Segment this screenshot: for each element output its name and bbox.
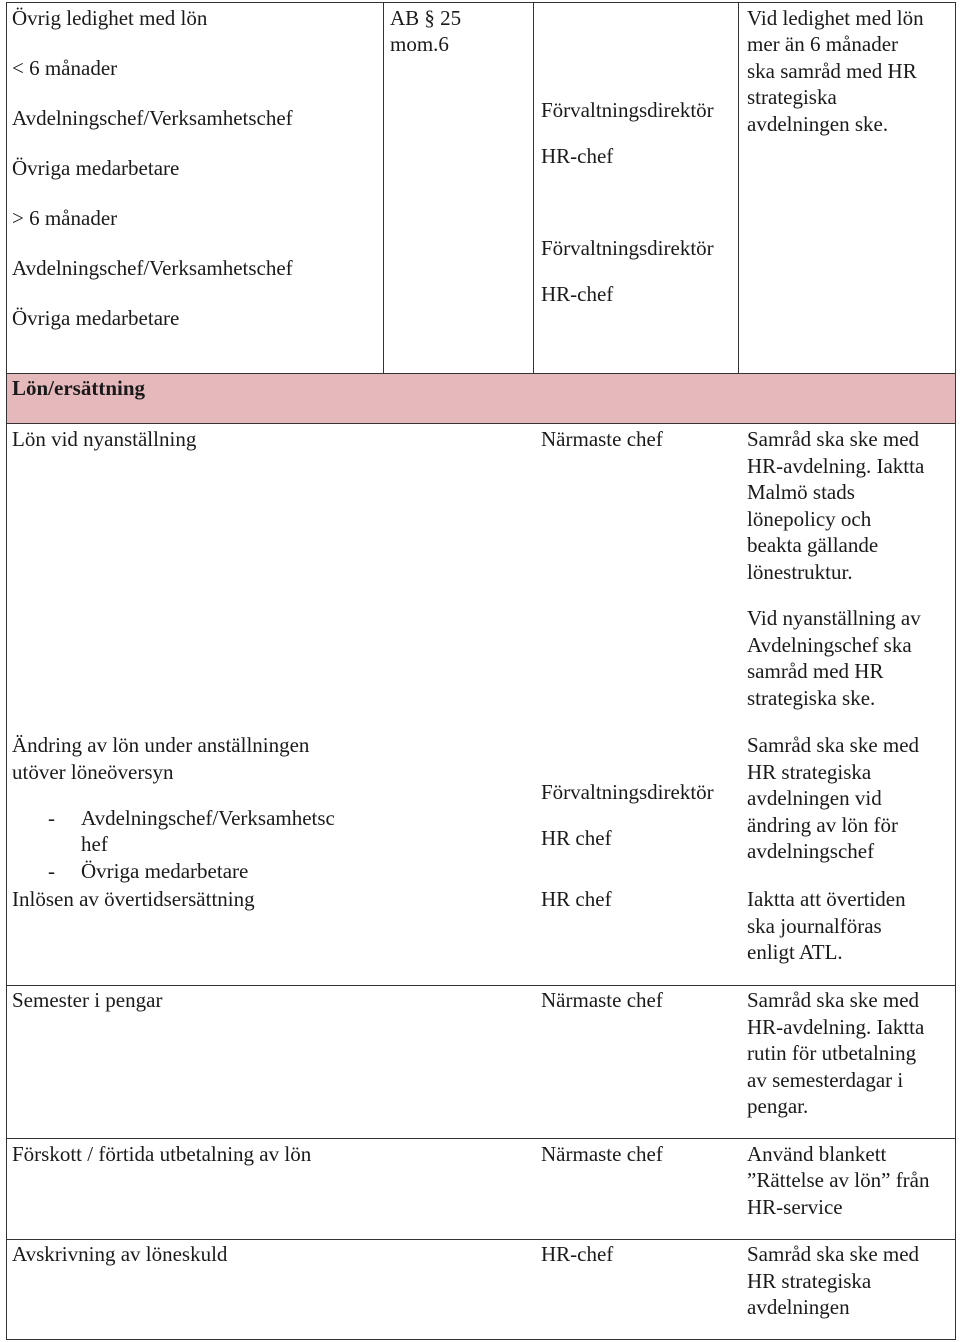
- decision-maker: HR chef: [541, 887, 612, 911]
- comment-line: Iaktta att övertiden: [747, 887, 906, 911]
- comment-line: HR-avdelning. Iaktta: [747, 1015, 925, 1039]
- comment-line: HR strategiska: [747, 1269, 872, 1293]
- comment-line: ska journalföras: [747, 914, 882, 938]
- row-divider: [6, 1138, 956, 1139]
- comment-line: avdelningen vid: [747, 786, 882, 810]
- comment-line: ändring av lön för: [747, 813, 899, 837]
- decision-maker: Närmaste chef: [541, 1142, 663, 1166]
- table-border-bottom: [6, 1339, 956, 1340]
- decision-maker: Förvaltningsdirektör: [541, 780, 714, 804]
- table-border-top: [6, 2, 956, 3]
- section-heading: Lön/ersättning: [12, 376, 146, 400]
- decision-maker: HR chef: [541, 826, 612, 850]
- comment-line: strategiska: [747, 85, 837, 109]
- row-label: Förskott / förtida utbetalning av lön: [12, 1142, 312, 1166]
- section-band: [6, 373, 955, 423]
- comment-line: samråd med HR: [747, 659, 884, 683]
- list-item: Övriga medarbetare: [81, 859, 249, 883]
- comment-line: ska samråd med HR: [747, 59, 917, 83]
- reference-line1: AB § 25: [390, 6, 462, 30]
- list-item: Avdelningschef/Verksamhetsc: [81, 806, 335, 830]
- comment-line: Samråd ska ske med: [747, 427, 920, 451]
- section-bottom-line: [6, 423, 956, 424]
- row-label: utöver löneöversyn: [12, 760, 174, 784]
- duration-under-6: < 6 månader: [12, 56, 118, 80]
- comment-line: Malmö stads: [747, 480, 855, 504]
- row-label: Ändring av lön under anställningen: [12, 733, 310, 757]
- list-dash: -: [48, 859, 55, 883]
- role-ovriga: Övriga medarbetare: [12, 156, 180, 180]
- comment-line: Samråd ska ske med: [747, 988, 920, 1012]
- decision-maker: Förvaltningsdirektör: [541, 236, 714, 260]
- row-label: Inlösen av övertidsersättning: [12, 887, 255, 911]
- duration-over-6: > 6 månader: [12, 206, 118, 230]
- comment-line: pengar.: [747, 1094, 809, 1118]
- comment-line: Vid ledighet med lön: [747, 6, 924, 30]
- comment-line: avdelningschef: [747, 839, 875, 863]
- decision-maker: Förvaltningsdirektör: [541, 98, 714, 122]
- comment-line: strategiska ske.: [747, 686, 876, 710]
- comment-line: HR-avdelning. Iaktta: [747, 454, 925, 478]
- comment-line: HR strategiska: [747, 760, 872, 784]
- row-label: Lön vid nyanställning: [12, 427, 197, 451]
- comment-line: avdelningen ske.: [747, 112, 889, 136]
- row-label: Semester i pengar: [12, 988, 163, 1012]
- role-chef: Avdelningschef/Verksamhetschef: [12, 106, 293, 130]
- comment-line: Samråd ska ske med: [747, 1242, 920, 1266]
- role-ovriga: Övriga medarbetare: [12, 306, 180, 330]
- comment-line: HR-service: [747, 1195, 843, 1219]
- comment-line: av semesterdagar i: [747, 1068, 904, 1092]
- comment-line: Vid nyanställning av: [747, 606, 921, 630]
- comment-line: beakta gällande: [747, 533, 879, 557]
- decision-maker: HR-chef: [541, 282, 614, 306]
- decision-maker: Närmaste chef: [541, 427, 663, 451]
- comment-line: Använd blankett: [747, 1142, 887, 1166]
- comment-line: ”Rättelse av lön” från: [747, 1168, 930, 1192]
- comment-line: lönestruktur.: [747, 560, 853, 584]
- comment-line: mer än 6 månader: [747, 32, 899, 56]
- comment-line: lönepolicy och: [747, 507, 872, 531]
- column-divider-ref: [383, 2, 384, 373]
- column-divider-comment: [738, 2, 739, 373]
- role-chef: Avdelningschef/Verksamhetschef: [12, 256, 293, 280]
- decision-maker: HR-chef: [541, 144, 614, 168]
- column-divider-decision: [533, 2, 534, 373]
- decision-maker: HR-chef: [541, 1242, 614, 1266]
- reference-line2: mom.6: [390, 32, 449, 56]
- list-item: hef: [81, 832, 108, 856]
- list-dash: -: [48, 806, 55, 830]
- decision-maker: Närmaste chef: [541, 988, 663, 1012]
- section-top-line: [6, 373, 956, 374]
- row-title: Övrig ledighet med lön: [12, 6, 208, 30]
- row-divider: [6, 1239, 956, 1240]
- comment-line: enligt ATL.: [747, 940, 843, 964]
- comment-line: avdelningen: [747, 1295, 850, 1319]
- comment-line: Avdelningschef ska: [747, 633, 912, 657]
- comment-line: Samråd ska ske med: [747, 733, 920, 757]
- row-label: Avskrivning av löneskuld: [12, 1242, 228, 1266]
- row-divider: [6, 985, 956, 986]
- comment-line: rutin för utbetalning: [747, 1041, 917, 1065]
